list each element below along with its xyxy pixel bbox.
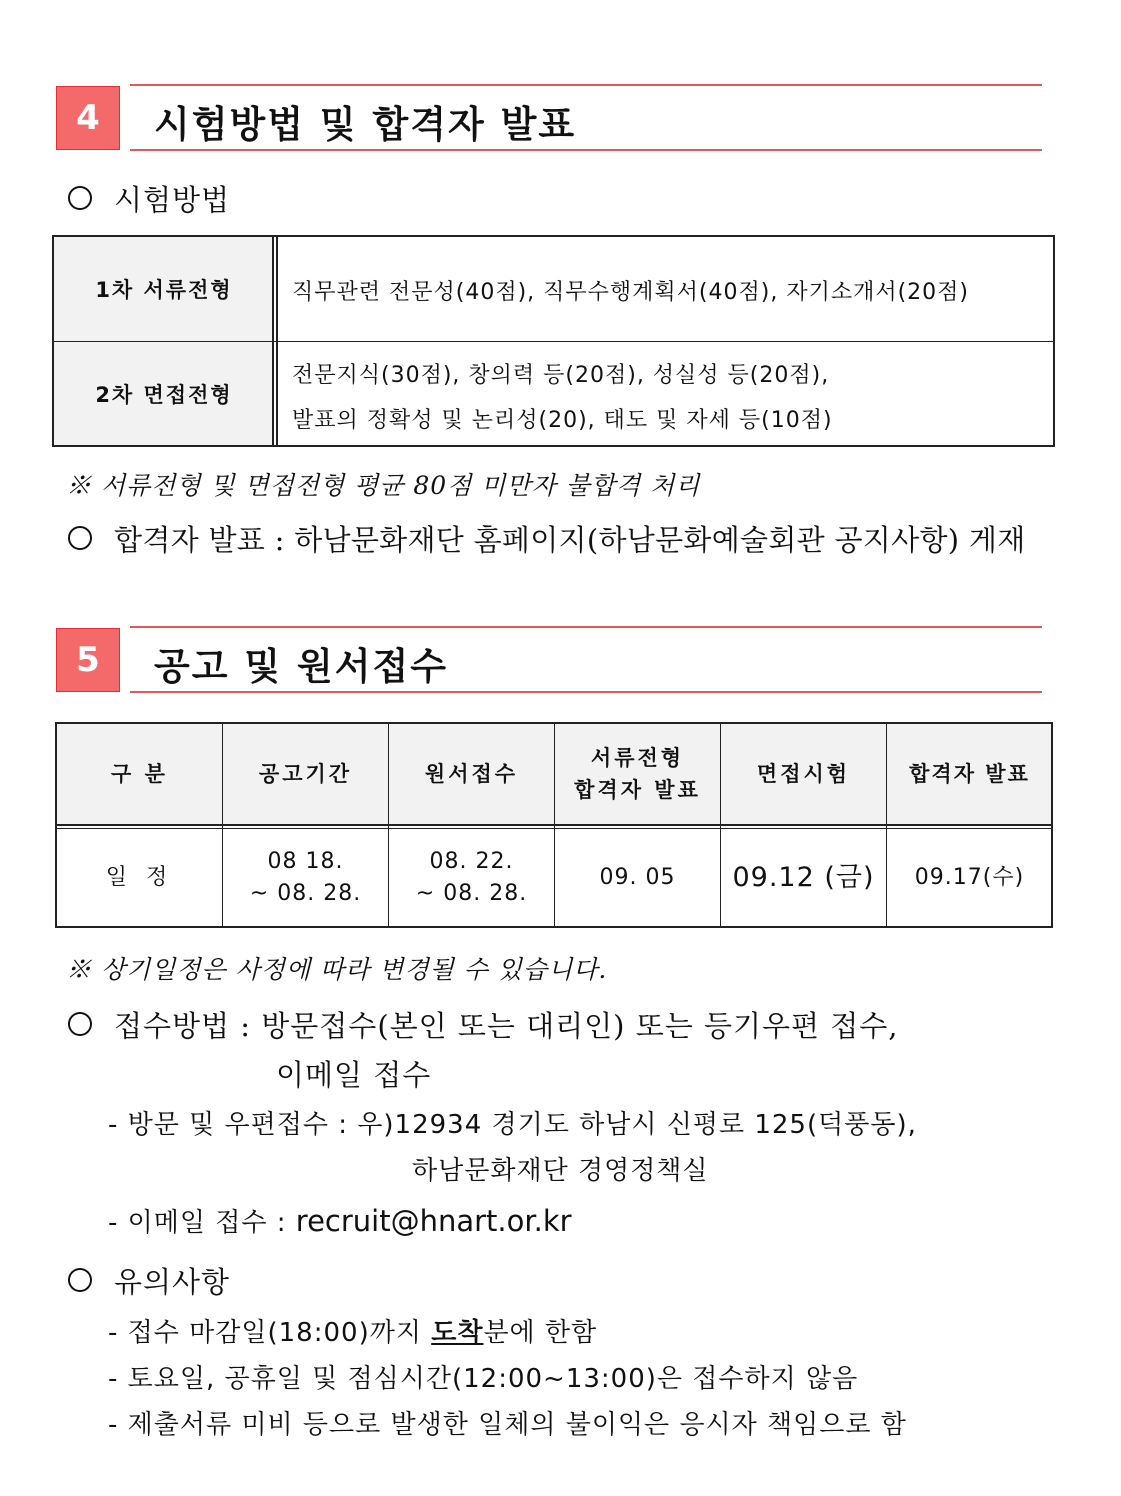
table-row-label: 일 정 bbox=[105, 864, 174, 890]
caution-text: 분에 한함 bbox=[483, 1318, 598, 1348]
receipt-method-line-1: 접수방법 : 방문접수(본인 또는 대리인) 또는 등기우편 접수, bbox=[114, 1009, 899, 1043]
table-header-cell: 공고기간 bbox=[258, 762, 353, 786]
table-cell: 09. 05 bbox=[599, 864, 676, 890]
caution-emphasis: 도착 bbox=[431, 1318, 484, 1348]
exam-method-table bbox=[52, 235, 1055, 447]
table-row-divider bbox=[54, 341, 1053, 342]
section-4-title: 시험방법 및 합격자 발표 bbox=[154, 103, 577, 146]
visit-address-line-2: 하남문화재단 경영정책실 bbox=[412, 1156, 709, 1186]
method-heading: 시험방법 bbox=[114, 183, 231, 217]
caution-item-2: - 토요일, 공휴일 및 점심시간(12:00~13:00)은 접수하지 않음 bbox=[108, 1364, 859, 1394]
receipt-method-line-2: 이메일 접수 bbox=[276, 1058, 432, 1092]
visit-address-line-1: - 방문 및 우편접수 : 우)12934 경기도 하남시 신평로 125(덕풍동), bbox=[108, 1110, 917, 1140]
table-cell: 08 18. ~ 08. 28. bbox=[249, 848, 362, 906]
table-row-label: 2차 면접전형 bbox=[54, 342, 274, 445]
table-cell-text: 발표의 정확성 및 논리성(20), 태도 및 자세 등(10점) bbox=[292, 408, 833, 433]
section-4-bottom-line bbox=[130, 149, 1042, 151]
bullet-circle-icon bbox=[68, 186, 92, 210]
caution-item-1 bbox=[108, 1312, 597, 1349]
section-5-bottom-line bbox=[130, 691, 1042, 693]
section-5-top-line bbox=[130, 626, 1042, 628]
email-label: - 이메일 접수 : bbox=[108, 1208, 296, 1238]
table-row-label: 1차 서류전형 bbox=[54, 237, 274, 341]
table-header-cell: 서류전형 합격자 발표 bbox=[574, 746, 701, 802]
schedule-table bbox=[55, 722, 1053, 928]
bullet-circle-icon bbox=[68, 1012, 92, 1036]
caution-text: - 접수 마감일(18:00)까지 bbox=[108, 1318, 432, 1348]
table-cell-text: 직무관련 전문성(40점), 직무수행계획서(40점), 자기소개서(20점) bbox=[292, 280, 969, 305]
bullet-circle-icon bbox=[68, 1268, 92, 1292]
table-header-cell: 면접시험 bbox=[756, 762, 851, 786]
section-4-number: 4 bbox=[56, 86, 120, 150]
announce-text: 합격자 발표 : 하남문화재단 홈페이지(하남문화예술회관 공지사항) 게재 bbox=[114, 523, 1026, 557]
table-header-cell: 구 분 bbox=[111, 762, 168, 786]
bullet-circle-icon bbox=[68, 526, 92, 550]
table-header-cell: 원서접수 bbox=[424, 762, 519, 786]
schedule-note: ※ 상기일정은 사정에 따라 변경될 수 있습니다. bbox=[66, 955, 608, 984]
table-cell: 08. 22. ~ 08. 28. bbox=[415, 848, 528, 906]
table-cell-text: 전문지식(30점), 창의력 등(20점), 성실성 등(20점), bbox=[292, 363, 830, 388]
table-cell: 09.17(수) bbox=[914, 864, 1025, 890]
interview-date-cell: 09.12 (금) bbox=[732, 861, 875, 893]
caution-heading: 유의사항 bbox=[114, 1265, 231, 1299]
section-5-number: 5 bbox=[56, 628, 120, 692]
email-address: recruit@hnart.or.kr bbox=[295, 1204, 572, 1238]
caution-item-3: - 제출서류 미비 등으로 발생한 일체의 불이익은 응시자 책임으로 함 bbox=[108, 1410, 907, 1440]
email-receipt-line bbox=[108, 1202, 572, 1239]
table-header-cell: 합격자 발표 bbox=[909, 762, 1030, 786]
score-note: ※ 서류전형 및 면접전형 평균 80점 미만자 불합격 처리 bbox=[66, 471, 701, 500]
section-4-top-line bbox=[130, 84, 1042, 86]
section-5-title: 공고 및 원서접수 bbox=[154, 645, 448, 688]
